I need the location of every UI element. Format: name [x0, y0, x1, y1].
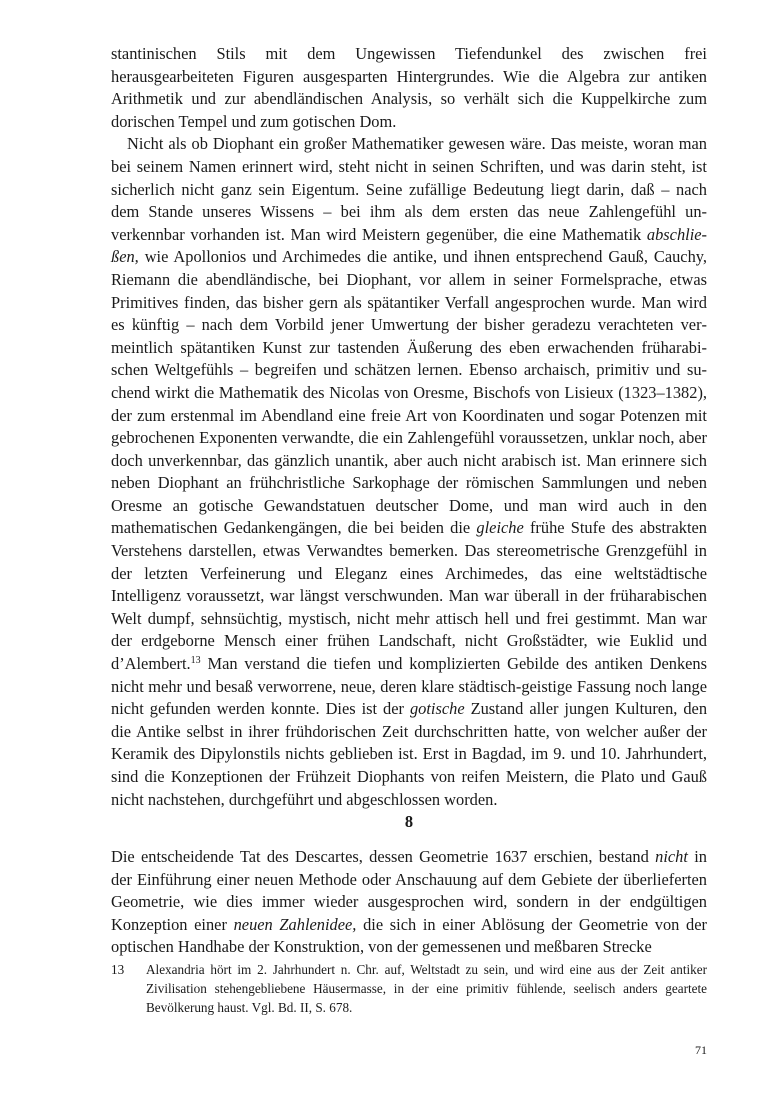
text-run: die sich in einer Ablösung der Geometrie von der optischen Handhabe der Konstruktion, von der gemessenen und meßbaren Strecke: [111, 914, 707, 957]
page-number: 71: [695, 1043, 707, 1057]
footnote-reference[interactable]: 13: [190, 655, 201, 667]
emphasis-nicht: nicht: [655, 847, 688, 866]
emphasis-gleiche: gleiche: [476, 518, 524, 538]
main-text: [111, 43, 707, 811]
emphasis-neue-zahlenidee: neuen Zahlenidee,: [233, 914, 357, 934]
text-run: Zustand aller jungen Kulturen, den die Antike selbst in ihrer frühdorischen Zeit durchschritten hatte, von welcher außer der Keramik des Dipylonstils nichts geblieben ist. Erst in Bagdad, im 9. und 10. Jahrhundert, sind die Konzeptionen der Frühzeit Diophants von reifen Meistern, die Plato und Gauß nicht nachstehen, durchgeführt und abgeschlossen worden.: [111, 699, 708, 809]
emphasis-gotische: gotische: [409, 699, 465, 719]
footnote: [111, 960, 707, 1017]
section-heading-number: 8: [404, 812, 414, 831]
emphasis-abschliessen: abschließen,: [111, 224, 707, 267]
paragraph-diophant: [111, 133, 707, 811]
footnote-text: Alexandria hört im 2. Jahrhundert n. Chr. auf, Weltstadt zu sein, und wird eine aus der Zeit antiker Zivilisation stehengebliebene Häusermasse, in der eine primitiv fühlende, seelisch anders geartete Bevölkerung haust. Vgl. Bd. II, S. 678.: [146, 962, 707, 1015]
text-run: frühe Stufe des abstrakten Verstehens darstellen, etwas Verwandtes bemerken. Das stereometrische Grenzgefühl in der letzten Verfeinerung und Eleganz eines Archimedes, das eine weltstädtische Intelligenz voraussetzt, war längst verschwunden. Man war überall in der früharabischen Welt dumpf, sehnsüchtig, mystisch, nicht mehr attisch hell und frei gestimmt. Man war der erdgeborne Mensch einer frühen Landschaft, nicht Großstädter, wie Euklid und d’Alembert.: [111, 518, 707, 674]
text-run: Die entscheidende Tat des Descartes, dessen Geometrie 1637 erschien, bestand: [111, 847, 656, 866]
text-run: Man verstand die tiefen und komplizierten Gebilde des antiken Denkens nicht mehr und besaß verworrene, neue, deren klare städtisch-geistige Fassung noch lange nicht gefunden werden konnte. Dies ist der: [111, 654, 707, 719]
paragraph-continuation: stantinischen Stils mit dem Ungewissen Tiefendunkel des zwischen frei herausgearbeiteten Figuren ausgesparten Hintergrundes. Wie die Algebra zur antiken Arithmetik und zur abendländischen Analysis, so verhält sich die Kuppelkirche zum dorischen Tempel und zum gotischen Dom.: [111, 44, 707, 131]
text-run: Nicht als ob Diophant ein großer Mathematiker gewesen wäre. Das meiste, woran man bei seinem Namen erinnert wird, steht nicht in seinen Schriften, und was darin steht, ist sicherlich nicht ganz sein Eigentum. Seine zufällige Bedeutung liegt darin, daß – nach dem Stande unseres Wissens – bei ihm als dem ersten das neue Zahlengefühl unverkennbar vorhanden ist. Man wird Meistern gegenüber, die eine Mathematik: [111, 134, 707, 244]
footnote-number: 13: [111, 962, 125, 977]
paragraph-descartes: [111, 846, 707, 959]
text-run: wie Apollonios und Archimedes die antike, und ihnen entsprechend Gauß, Cauchy, Riemann die abendländische, bei Diophant, vor allem in seiner Formelsprache, etwas Primitives finden, das bisher gern als spätantiker Verfall angesprochen wurde. Man wird es künftig – nach dem Vorbild jener Umwertung der bisher geradezu verachteten vermeintlich spätantiken Kunst zur tastenden Äußerung des eben erwachenden früharabischen Weltgefühls – begreifen und schätzen lernen. Ebenso archaisch, primitiv und suchend wirkt die Mathematik des Nicolas von Oresme, Bischofs von Lisieux (1323–1382), der zum erstenmal im Abendland eine freie Art von Koordinaten und sogar Potenzen mit gebrochenen Exponenten verwandte, die ein Zahlengefühl voraussetzen, unklar noch, aber doch unverkennbar, das gänzlich unantik, aber auch nicht arabisch ist. Man erinnere sich neben Diophant an frühchristliche Sarkophage der römischen Sammlungen und neben Oresme an gotische Gewandstatuen deutscher Dome, und man wird auch in den mathematischen Gedankengängen, die bei beiden die: [111, 247, 707, 538]
text-run: in der Einführung einer neuen Methode oder Anschauung auf dem Gebiete der überlieferten Geometrie, wie dies immer wieder ausgesprochen wird, sondern in der endgültigen Konzeption einer: [111, 847, 707, 934]
